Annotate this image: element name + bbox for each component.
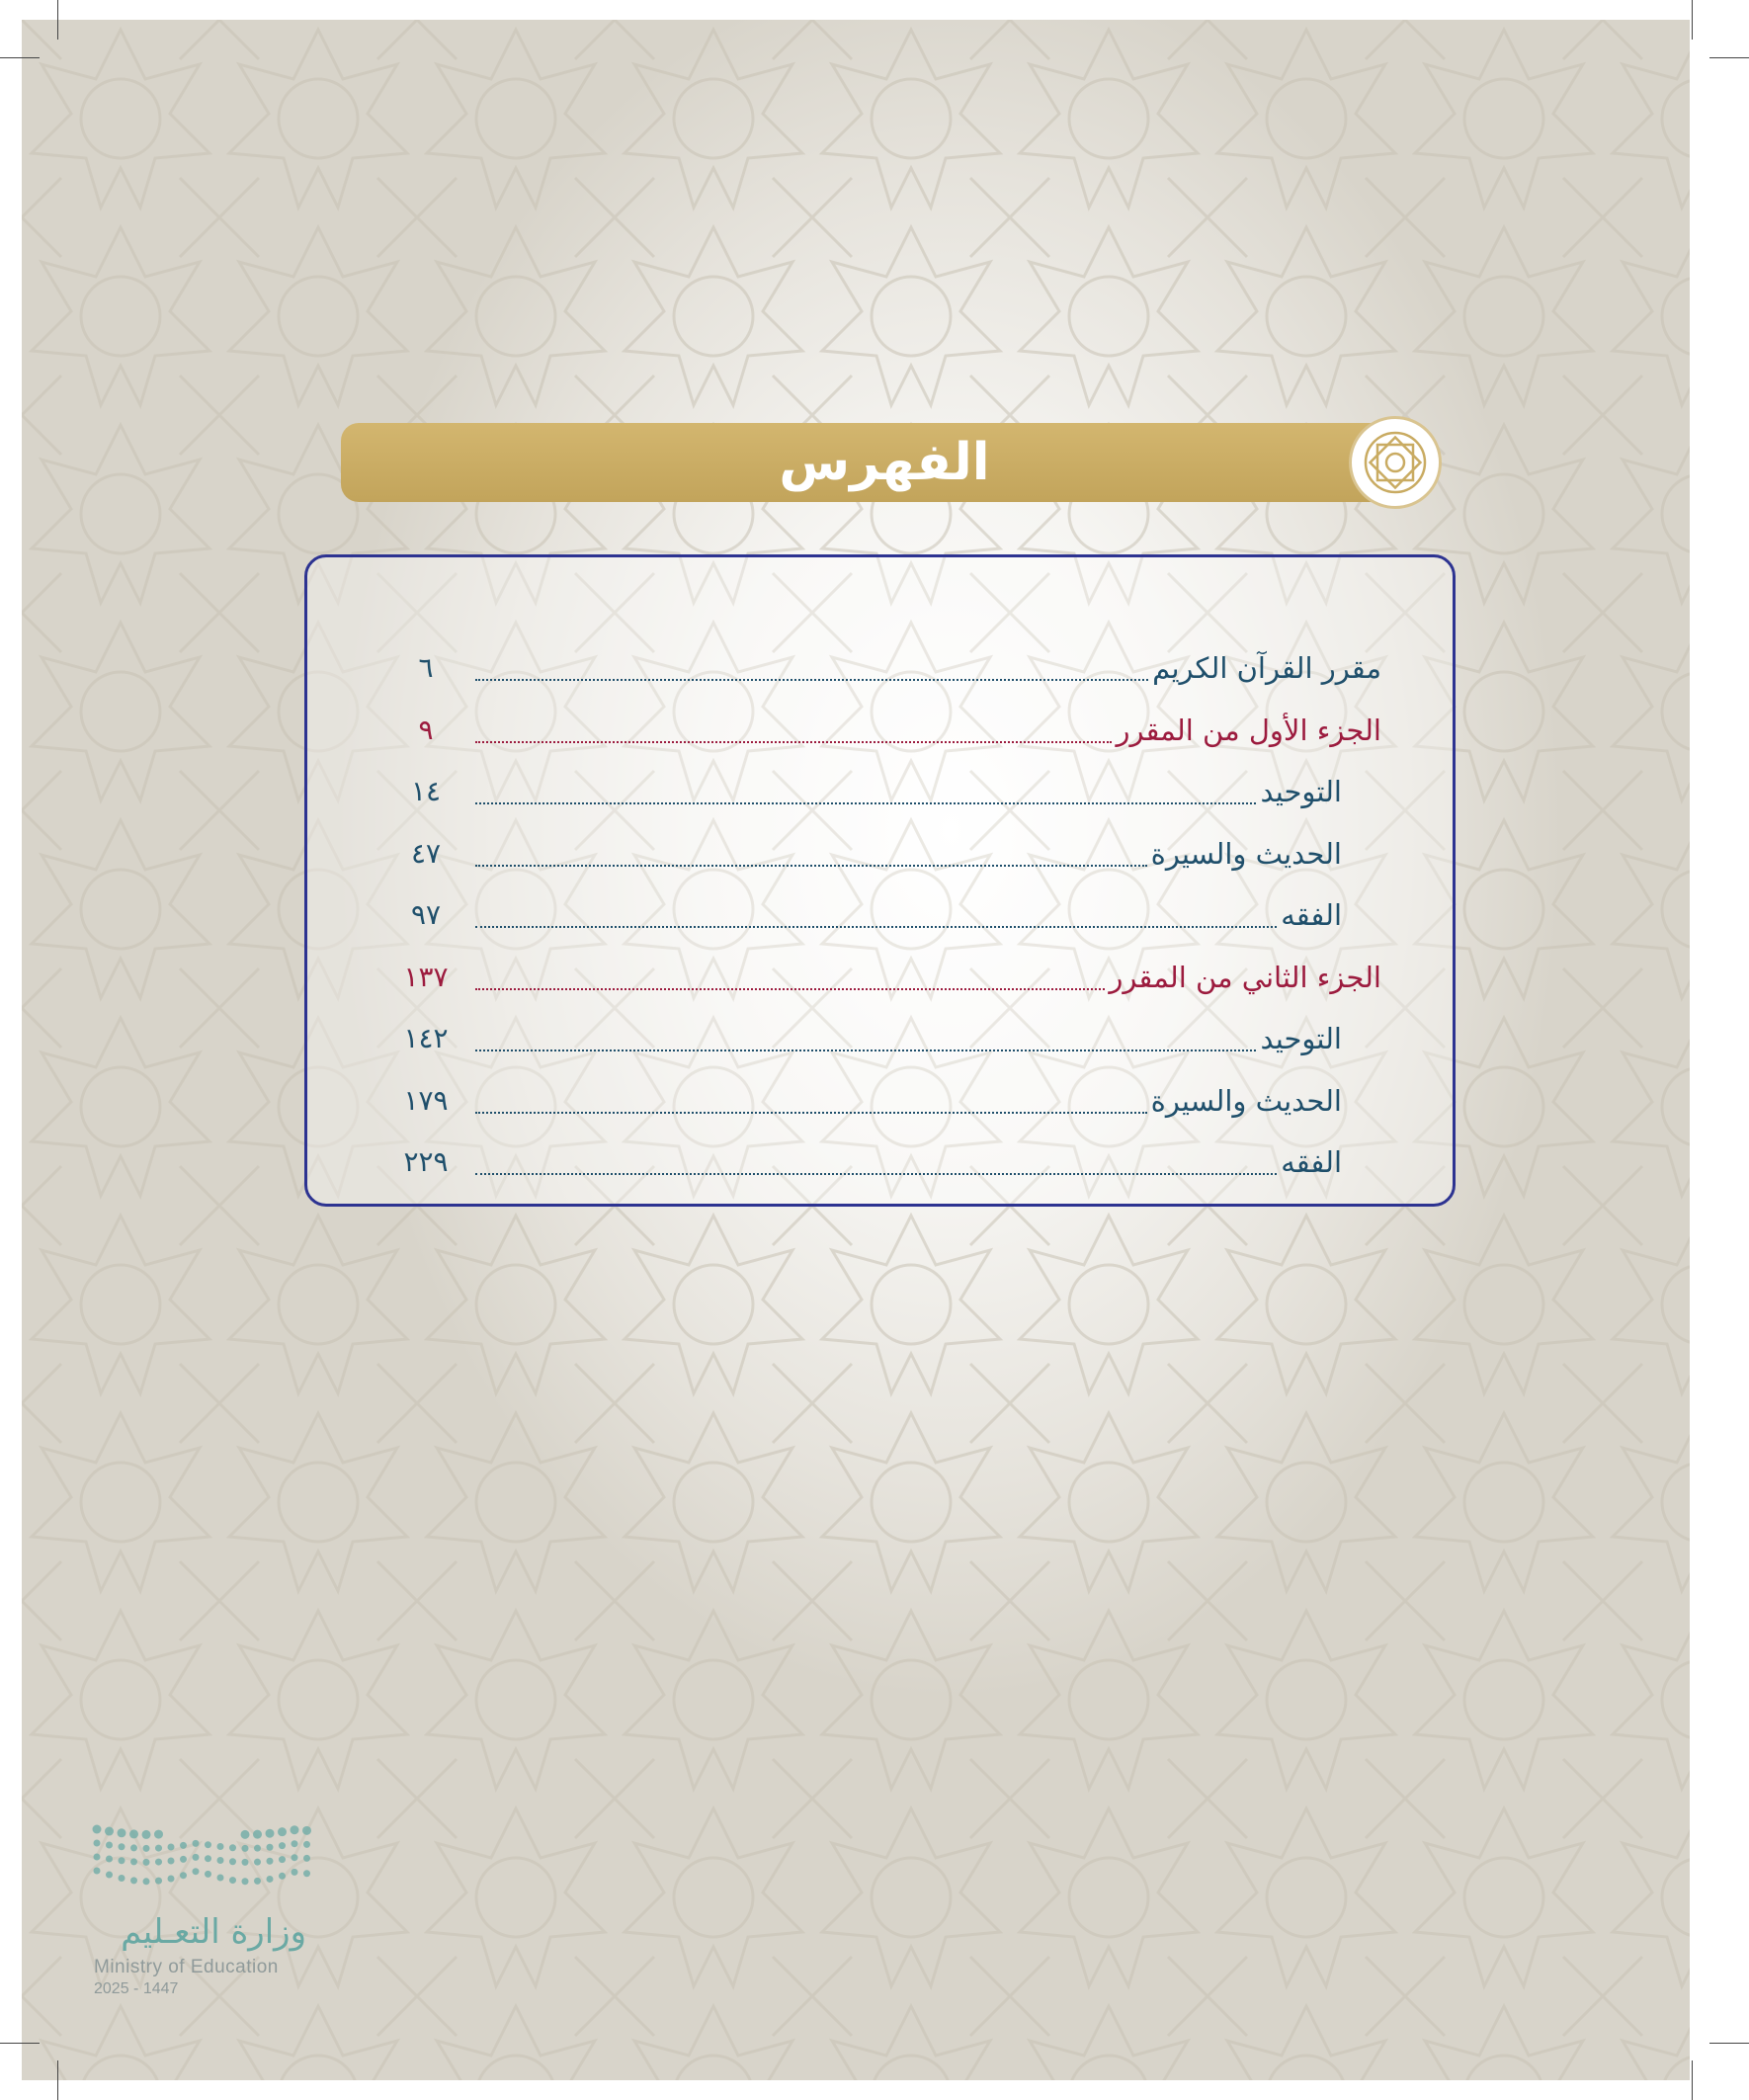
dot-leader bbox=[475, 988, 1105, 990]
crop-mark bbox=[1709, 57, 1749, 58]
dot-leader bbox=[475, 741, 1112, 743]
crop-mark bbox=[1692, 0, 1693, 40]
logo-dot bbox=[229, 1844, 236, 1851]
logo-dot bbox=[292, 1840, 298, 1847]
logo-dot bbox=[205, 1841, 211, 1848]
toc-row[interactable] bbox=[307, 1014, 1458, 1063]
logo-dot bbox=[217, 1874, 224, 1881]
logo-dot bbox=[119, 1857, 125, 1864]
logo-dot bbox=[155, 1845, 162, 1852]
crop-mark bbox=[0, 57, 40, 58]
logo-dot bbox=[93, 1825, 102, 1834]
toc-page-number: ٩ bbox=[418, 714, 434, 746]
logo-dot bbox=[118, 1828, 126, 1837]
crop-mark bbox=[57, 2060, 58, 2100]
toc-page-number: ٦ bbox=[418, 651, 434, 684]
toc-row[interactable] bbox=[307, 1076, 1458, 1126]
logo-dot bbox=[106, 1872, 113, 1879]
logo-dot bbox=[143, 1845, 150, 1852]
logo-dot bbox=[143, 1878, 150, 1885]
toc-page-number: ١٣٧ bbox=[403, 961, 449, 993]
toc-entry-title: التوحيد bbox=[1260, 1022, 1342, 1055]
logo-dot bbox=[155, 1878, 162, 1885]
logo-dot bbox=[292, 1854, 298, 1861]
dot-leader bbox=[475, 926, 1277, 928]
logo-dot bbox=[168, 1857, 175, 1864]
crop-mark bbox=[0, 2043, 40, 2044]
toc-entry-title: الجزء الأول من المقرر bbox=[1116, 714, 1381, 747]
logo-dot bbox=[193, 1840, 200, 1847]
logo-dot bbox=[279, 1856, 286, 1863]
logo-dot bbox=[106, 1842, 113, 1849]
logo-dot bbox=[217, 1857, 224, 1864]
logo-dot bbox=[254, 1859, 261, 1866]
dot-leader bbox=[475, 1112, 1147, 1114]
logo-dot bbox=[303, 1855, 310, 1862]
crop-mark bbox=[1692, 2060, 1693, 2100]
logo-dot bbox=[279, 1873, 286, 1880]
logo-dot bbox=[193, 1868, 200, 1875]
logo-dot bbox=[292, 1869, 298, 1876]
logo-dot bbox=[242, 1859, 249, 1866]
logo-dot bbox=[94, 1854, 101, 1861]
logo-dot bbox=[254, 1845, 261, 1852]
toc-entry-title: الفقه bbox=[1281, 898, 1342, 932]
logo-dot bbox=[193, 1854, 200, 1861]
title-banner bbox=[341, 423, 1388, 502]
logo-dot bbox=[168, 1843, 175, 1850]
crop-mark bbox=[1709, 2043, 1749, 2044]
toc-row[interactable] bbox=[307, 890, 1458, 940]
logo-dot bbox=[106, 1856, 113, 1863]
logo-dot bbox=[254, 1878, 261, 1885]
logo-dot bbox=[129, 1829, 138, 1838]
logo-dot bbox=[180, 1872, 187, 1879]
flower-ornament-icon bbox=[1349, 416, 1442, 509]
toc-row[interactable] bbox=[307, 953, 1458, 1002]
toc-page-number: ٢٢٩ bbox=[403, 1145, 449, 1178]
logo-dot bbox=[130, 1877, 137, 1884]
toc-row[interactable] bbox=[307, 1137, 1458, 1187]
toc-row[interactable] bbox=[307, 643, 1458, 693]
logo-dot bbox=[303, 1870, 310, 1877]
logo-dot bbox=[168, 1875, 175, 1882]
logo-dot bbox=[130, 1844, 137, 1851]
page-title: الفهرس bbox=[779, 433, 990, 492]
ministry-name-arabic: وزارة التعـليم bbox=[121, 1912, 306, 1952]
logo-dot bbox=[205, 1855, 211, 1862]
toc-row[interactable] bbox=[307, 829, 1458, 879]
logo-dot bbox=[217, 1843, 224, 1850]
logo-dot bbox=[278, 1827, 287, 1836]
logo-dot bbox=[267, 1844, 274, 1851]
logo-dot bbox=[180, 1842, 187, 1849]
toc-page-number: ٩٧ bbox=[410, 898, 442, 931]
logo-dot bbox=[154, 1830, 163, 1839]
toc-row[interactable] bbox=[307, 767, 1458, 816]
logo-dot bbox=[180, 1856, 187, 1863]
logo-dot bbox=[267, 1876, 274, 1883]
logo-dot bbox=[242, 1845, 249, 1852]
logo-dot bbox=[229, 1877, 236, 1884]
logo-dot bbox=[267, 1858, 274, 1865]
dot-leader bbox=[475, 679, 1148, 681]
logo-dot bbox=[302, 1826, 311, 1835]
toc-entry-title: التوحيد bbox=[1260, 775, 1342, 808]
logo-dot bbox=[279, 1842, 286, 1849]
logo-dot bbox=[205, 1871, 211, 1878]
toc-page-number: ١٤٢ bbox=[403, 1022, 449, 1054]
table-of-contents bbox=[304, 554, 1456, 1207]
dot-leader bbox=[475, 1173, 1277, 1175]
logo-dot bbox=[155, 1859, 162, 1866]
dot-leader bbox=[475, 1050, 1256, 1051]
dot-leader bbox=[475, 802, 1256, 804]
ministry-logo-dots-icon bbox=[89, 1821, 316, 1900]
logo-dot bbox=[105, 1827, 114, 1836]
toc-entry-title: الفقه bbox=[1281, 1145, 1342, 1179]
toc-page-number: ٤٧ bbox=[410, 837, 442, 870]
ministry-name-english: Ministry of Education bbox=[94, 1957, 279, 1977]
logo-dot bbox=[143, 1859, 150, 1866]
logo-dot bbox=[94, 1868, 101, 1875]
toc-entry-title: الحديث والسيرة bbox=[1150, 837, 1342, 871]
logo-dot bbox=[142, 1830, 151, 1839]
logo-dot bbox=[241, 1830, 250, 1839]
logo-dot bbox=[303, 1841, 310, 1848]
toc-page-number: ١٧٩ bbox=[403, 1084, 449, 1117]
logo-dot bbox=[94, 1840, 101, 1847]
toc-entry-title: مقرر القرآن الكريم bbox=[1152, 651, 1381, 685]
logo-dot bbox=[291, 1825, 299, 1834]
toc-entry-title: الحديث والسيرة bbox=[1150, 1084, 1342, 1118]
crop-mark bbox=[57, 0, 58, 40]
toc-entry-title: الجزء الثاني من المقرر bbox=[1109, 961, 1381, 994]
logo-dot bbox=[119, 1875, 125, 1882]
logo-dot bbox=[130, 1858, 137, 1865]
toc-page-number: ١٤ bbox=[410, 775, 442, 807]
toc-row[interactable] bbox=[307, 706, 1458, 755]
edition-year: 2025 - 1447 bbox=[94, 1980, 179, 1997]
logo-dot bbox=[229, 1858, 236, 1865]
logo-dot bbox=[253, 1830, 262, 1839]
dot-leader bbox=[475, 865, 1147, 867]
logo-dot bbox=[242, 1878, 249, 1885]
logo-dot bbox=[266, 1829, 275, 1838]
logo-dot bbox=[119, 1843, 125, 1850]
